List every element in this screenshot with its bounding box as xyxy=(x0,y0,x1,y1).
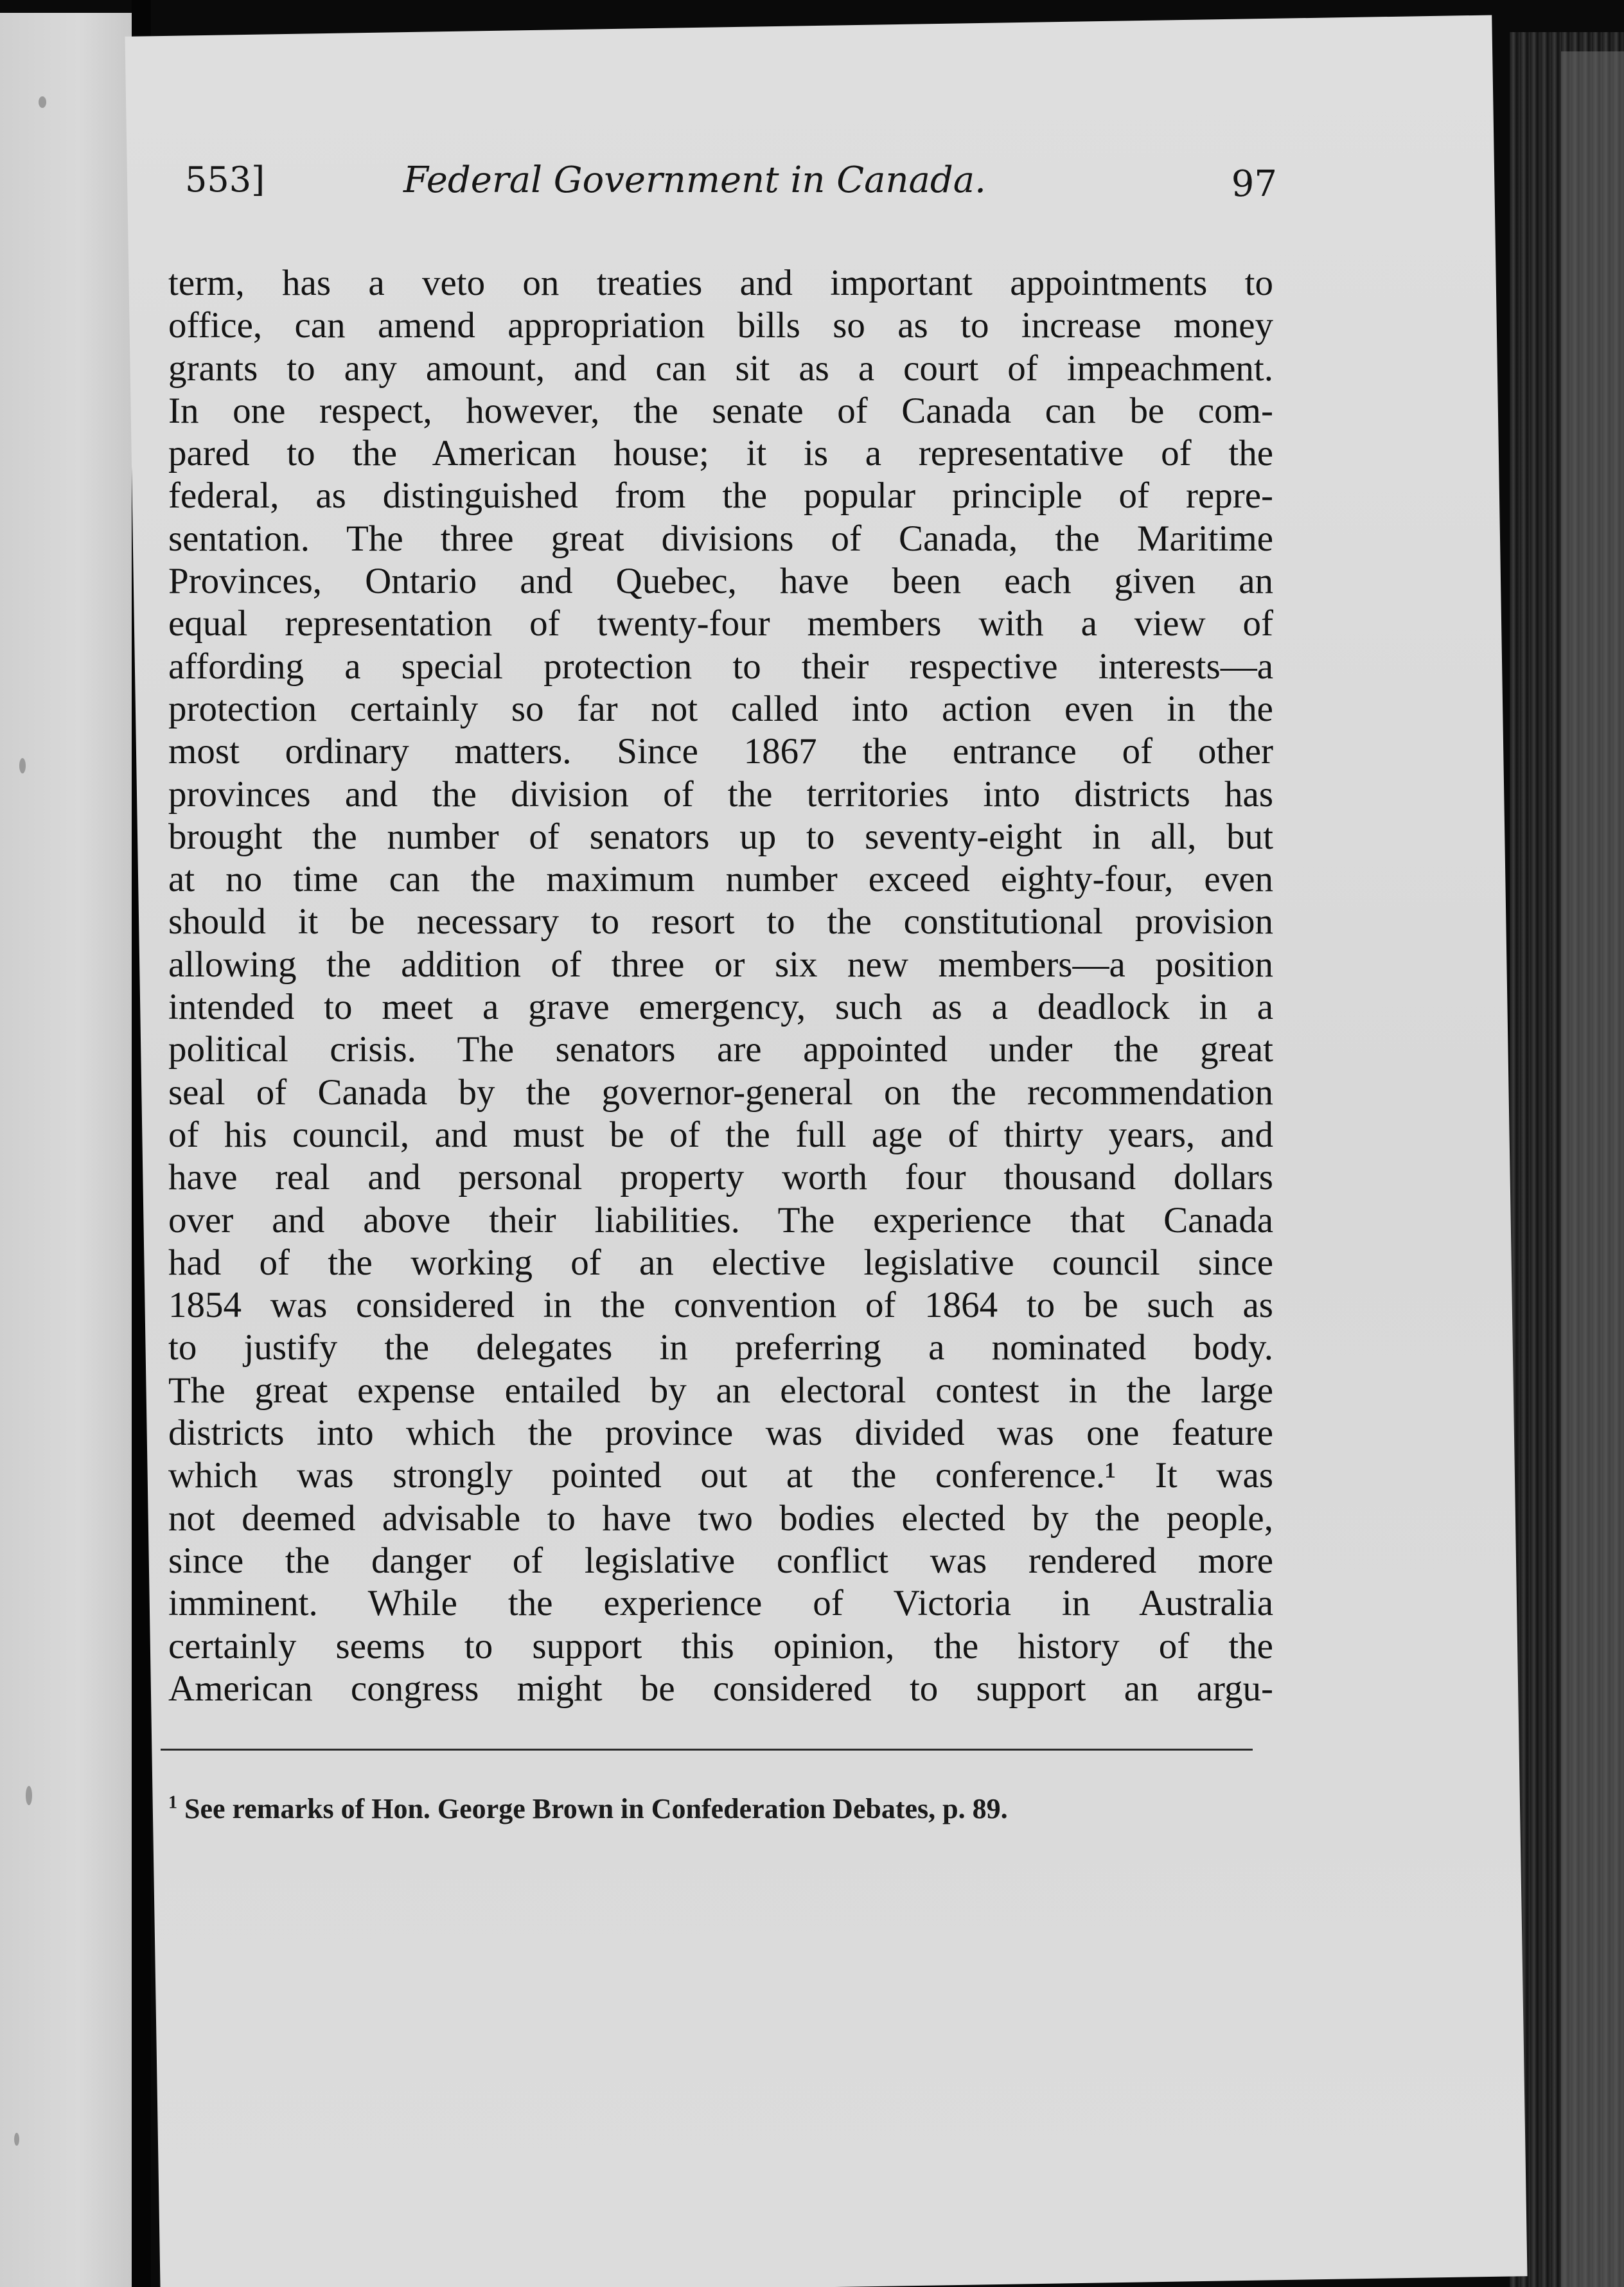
text-line: term, has a veto on treaties and important appointments to xyxy=(168,263,1273,303)
footnote-text: See remarks of Hon. George Brown in Confederation Debates, p. 89. xyxy=(184,1793,1008,1824)
text-line: seal of Canada by the governor-general on the recommendation xyxy=(168,1072,1273,1113)
text-line: grants to any amount, and can sit as a court of impeachment. xyxy=(168,348,1273,389)
text-line: since the danger of legislative conflict was rendered more xyxy=(168,1540,1273,1581)
text-line: In one respect, however, the senate of Canada can be com- xyxy=(168,390,1273,431)
text-line: to justify the delegates in preferring a nominated body. xyxy=(168,1327,1273,1368)
text-line: federal, as distinguished from the popular principle of repre- xyxy=(168,475,1273,517)
text-line: not deemed advisable to have two bodies elected by the people, xyxy=(168,1497,1273,1539)
footnote-rule xyxy=(161,1749,1253,1751)
left-facing-page-edge xyxy=(0,13,132,2287)
text-line: affording a special protection to their respective interests—a xyxy=(168,646,1273,687)
text-line: The great expense entailed by an electoral contest in the large xyxy=(168,1370,1273,1411)
body-paragraph xyxy=(168,262,1273,1710)
scan-speck xyxy=(39,96,46,108)
text-line: most ordinary matters. Since 1867 the entrance of other xyxy=(168,731,1273,772)
text-line: of his council, and must be of the full age of thirty years, and xyxy=(168,1114,1273,1155)
text-line: office, can amend appropriation bills so as to increase money xyxy=(168,305,1273,346)
text-line: have real and personal property worth four thousand dollars xyxy=(168,1157,1273,1198)
text-line: intended to meet a grave emergency, such as a deadlock in a xyxy=(168,987,1273,1028)
scan-speck xyxy=(19,758,26,773)
text-line: pared to the American house; it is a representative of the xyxy=(168,433,1273,474)
text-line: 1854 was considered in the convention of 1864 to be such as xyxy=(168,1285,1273,1326)
running-title: Federal Government in Canada. xyxy=(403,159,986,201)
text-line: political crisis. The senators are appointed under the great xyxy=(168,1029,1273,1070)
text-line: equal representation of twenty-four members with a view of xyxy=(168,603,1273,644)
text-line: over and above their liabilities. The experience that Canada xyxy=(168,1199,1273,1241)
text-line: American congress might be considered to support an argu- xyxy=(168,1668,1273,1709)
page-header xyxy=(185,159,1277,230)
footnote xyxy=(168,1792,1260,1825)
text-line: had of the working of an elective legislative council since xyxy=(168,1242,1273,1283)
text-line: should it be necessary to resort to the constitutional provision xyxy=(168,901,1273,942)
text-line: allowing the addition of three or six new members—a position xyxy=(168,944,1273,985)
text-line: which was strongly pointed out at the conference.¹ It was xyxy=(168,1455,1273,1496)
text-line: certainly seems to support this opinion, the history of the xyxy=(168,1625,1273,1666)
text-line: provinces and the division of the territories into districts has xyxy=(168,773,1273,815)
page-reference: 553] xyxy=(185,159,265,200)
footnote-marker: 1 xyxy=(168,1792,177,1813)
page-stack-shadow xyxy=(1561,51,1624,2287)
text-line: imminent. While the experience of Victoria in Australia xyxy=(168,1583,1273,1624)
scan-speck xyxy=(26,1786,32,1805)
text-line: Provinces, Ontario and Quebec, have been each given an xyxy=(168,561,1273,602)
page-number: 97 xyxy=(1231,163,1277,205)
text-line: sentation. The three great divisions of Canada, the Maritime xyxy=(168,518,1273,559)
text-line: districts into which the province was divided was one feature xyxy=(168,1413,1273,1454)
text-line: at no time can the maximum number exceed eighty-four, even xyxy=(168,859,1273,900)
text-line: protection certainly so far not called into action even in the xyxy=(168,688,1273,729)
text-line: brought the number of senators up to seventy-eight in all, but xyxy=(168,816,1273,857)
scan-speck xyxy=(14,2133,19,2146)
